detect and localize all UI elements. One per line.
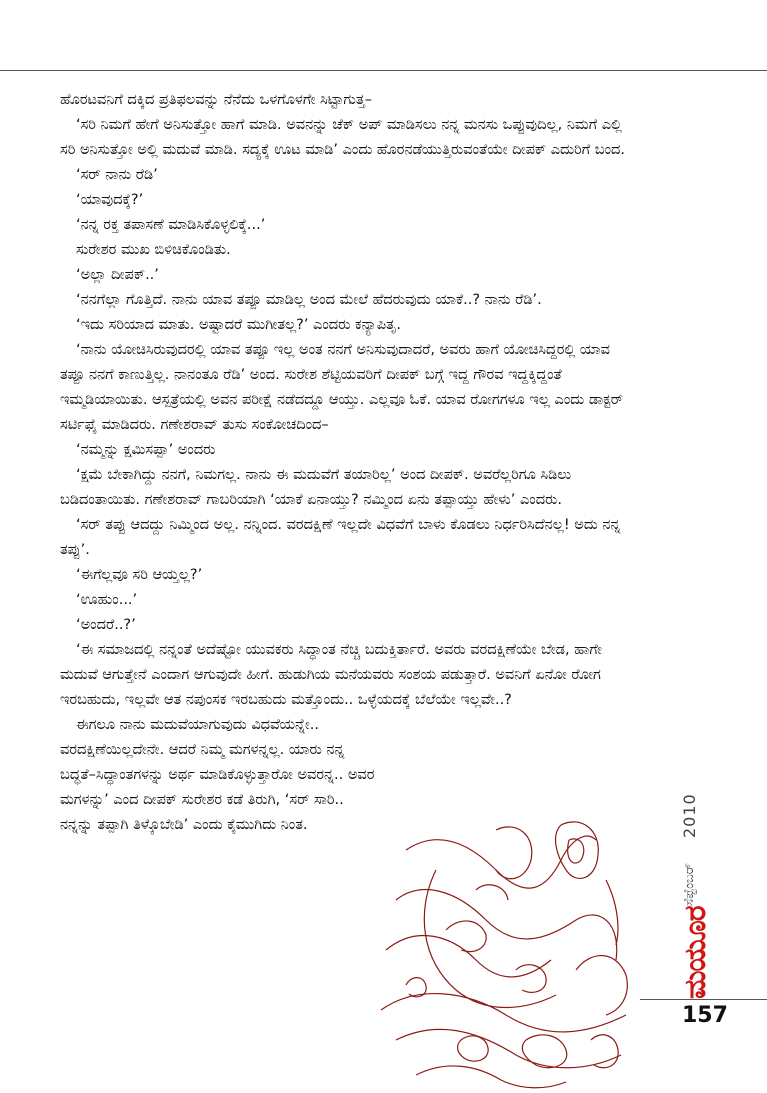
paragraph-3: ‘ಸರ್ ನಾನು ರೆಡಿ’ xyxy=(76,167,158,183)
paragraph-12: ‘ಕ್ಷಮೆ ಬೇಕಾಗಿದ್ದು ನನಗೆ, ನಿಮಗಲ್ಲ. ನಾನು ಈ ಮದುವೆಗೆ ತಯಾರಿಲ್ಲ’ ಅಂದ ದೀಪಕ್. ಅವರೆಲ್ಲರಿಗೂ ಸಿಡಿಲು ಬಡಿದಂತಾಯಿತು. ಗಣೇಶರಾವ್ ಗಾಬರಿಯಾಗಿ ‘ಯಾಕೆ ಏನಾಯ್ತು? ನಮ್ಮಿಂದ ಏನು ತಪ್ಪಾಯ್ತು ಹೇಳು’ ಎಂದರು. xyxy=(60,467,572,508)
paragraph-wrap: ಈಗಲೂ ನಾನು ಮದುವೆಯಾಗುವುದು ವಿಧವೆಯನ್ನೇ.. ವರದಕ್ಷಿಣೆಯಿಲ್ಲದೇನೇ. ಆದರೆ ನಿಮ್ಮ ಮಗಳನ್ನಲ್ಲ. ಯಾರು ನನ್ನ ಬದ್ಧತೆ–ಸಿದ್ಧಾಂತಗಳನ್ನು ಅರ್ಥ ಮಾಡಿಕೊಳ್ಳುತ್ತಾರೋ ಅವರನ್ನ.. ಅವರ ಮಗಳನ್ನು’ ಎಂದ ದೀಪಕ್ ಸುರೇಶರ ಕಡೆ ತಿರುಗಿ, ‘ಸರ್ ಸಾರಿ.. ನನ್ನನ್ನು ತಪ್ಪಾಗಿ ತಿಳ್ಕೊಬೇಡಿ’ ಎಂದು ಕೈಮುಗಿದು ನಿಂತ. xyxy=(60,717,375,833)
page-number-rule xyxy=(640,999,767,1000)
abstract-line-illustration xyxy=(376,810,634,1093)
paragraph-10: ‘ನಾನು ಯೋಚಿಸಿರುವುದರಲ್ಲಿ ಯಾವ ತಪ್ಪೂ ಇಲ್ಲ ಅಂತ ನನಗೆ ಅನಿಸುವುದಾದರೆ, ಅವರು ಹಾಗೆ ಯೋಚಿಸಿದ್ದರಲ್ಲಿ ಯಾವ ತಪ್ಪೂ ನನಗೆ ಕಾಣುತ್ತಿಲ್ಲ. ನಾನಂತೂ ರೆಡಿ’ ಅಂದ. ಸುರೇಶ ಶೆಟ್ಟಿಯವರಿಗೆ ದೀಪಕ್ ಬಗ್ಗೆ ಇದ್ದ ಗೌರವ ಇದ್ದಕ್ಕಿದ್ದಂತೆ ಇಮ್ಮಡಿಯಾಯಿತು. ಆಸ್ಪತ್ರೆಯಲ್ಲಿ ಅವನ ಪರೀಕ್ಷೆ ನಡೆದದ್ದೂ ಆಯ್ತು. ಎಲ್ಲವೂ ಓಕೆ. ಯಾವ ರೋಗಗಳೂ ಇಲ್ಲ ಎಂದು ಡಾಕ್ಟರ್ ಸರ್ಟಿಫೈ ಮಾಡಿದರು. ಗಣೇಶರಾವ್ ತುಸು ಸಂಕೋಚದಿಂದ– xyxy=(60,342,624,433)
paragraph-4: ‘ಯಾವುದಕ್ಕೆ?’ xyxy=(76,192,144,208)
issue-year: 2010 xyxy=(680,793,699,838)
paragraph-5: ‘ನನ್ನ ರಕ್ತ ತಪಾಸಣೆ ಮಾಡಿಸಿಕೊಳ್ಳಲಿಕ್ಕೆ...’ xyxy=(76,217,266,233)
paragraph-13: ‘ಸರ್ ತಪ್ಪು ಆದದ್ದು ನಿಮ್ಮಿಂದ ಅಲ್ಲ. ನನ್ನಿಂದ. ವರದಕ್ಷಿಣೆ ಇಲ್ಲದೇ ವಿಧವೆಗೆ ಬಾಳು ಕೊಡಲು ನಿರ್ಧರಿಸಿದೆನಲ್ಲ! ಅದು ನನ್ನ ತಪ್ಪು’. xyxy=(60,517,621,558)
paragraph-17: ‘ಈ ಸಮಾಜದಲ್ಲಿ ನನ್ನಂತೆ ಅದೆಷ್ಟೋ ಯುವಕರು ಸಿದ್ಧಾಂತ ನೆಚ್ಚಿ ಬದುಕ್ತಿರ್ತಾರೆ. ಅವರು ವರದಕ್ಷಿಣೆಯೇ ಬೇಡ, ಹಾಗೇ ಮದುವೆ ಆಗುತ್ತೇನೆ ಎಂದಾಗ ಆಗುವುದೇ ಹೀಗೆ. ಹುಡುಗಿಯ ಮನೆಯವರು ಸಂಶಯ ಪಡುತ್ತಾರೆ. ಅವನಿಗೆ ಏನೋ ರೋಗ ಇರಬಹುದು, ಇಲ್ಲವೇ ಆತ ನಪುಂಸಕ ಇರಬಹುದು ಮತ್ತೊಂದು.. ಒಳ್ಳೆಯದಕ್ಕೆ ಬೆಲೆಯೇ ಇಲ್ಲವೇ..? xyxy=(60,642,602,708)
paragraph-16: ‘ಅಂದರೆ..?’ xyxy=(76,617,136,633)
magazine-logo xyxy=(678,905,718,1001)
article-body xyxy=(60,88,630,838)
top-rule xyxy=(0,70,767,71)
issue-month: ಸೆಪ್ಟೆಂಬರ್ xyxy=(682,863,697,906)
paragraph-1: ಹೊರಟವನಿಗೆ ದಕ್ಕಿದ ಪ್ರತಿಫಲವನ್ನು ನೆನೆದು ಒಳಗೊಳಗೇ ಸಿಟ್ಟಾಗುತ್ತ– xyxy=(60,92,373,108)
page-number: 157 xyxy=(682,1003,728,1028)
paragraph-6: ಸುರೇಶರ ಮುಖ ಬಿಳಿಚಿಕೊಂಡಿತು. xyxy=(76,242,231,258)
paragraph-14: ‘ಈಗೆಲ್ಲವೂ ಸರಿ ಆಯ್ತಲ್ಲ?’ xyxy=(76,567,203,583)
paragraph-15: ‘ಊಹುಂ...’ xyxy=(76,592,138,608)
paragraph-9: ‘ಇದು ಸರಿಯಾದ ಮಾತು. ಅಷ್ಟಾದರೆ ಮುಗೀತಲ್ಲ?’ ಎಂದರು ಕನ್ಯಾಪಿತೃ. xyxy=(76,317,401,333)
magazine-logo-text: ಮಯೂರ xyxy=(678,906,713,999)
paragraph-11: ‘ನಮ್ಮನ್ನು ಕ್ಷಮಿಸಪ್ಪಾ’ ಅಂದರು xyxy=(76,442,216,458)
paragraph-8: ‘ನನಗೆಲ್ಲಾ ಗೊತ್ತಿದೆ. ನಾನು ಯಾವ ತಪ್ಪೂ ಮಾಡಿಲ್ಲ ಅಂದ ಮೇಲೆ ಹೆದರುವುದು ಯಾಕೆ..? ನಾನು ರೆಡಿ’. xyxy=(76,292,542,308)
paragraph-2: ‘ಸರಿ ನಿಮಗೆ ಹೇಗೆ ಅನಿಸುತ್ತೋ ಹಾಗೆ ಮಾಡಿ. ಅವನನ್ನು ಚೆಕ್ ಅಪ್ ಮಾಡಿಸಲು ನನ್ನ ಮನಸು ಒಪ್ಪುವುದಿಲ್ಲ, ನಿಮಗೆ ಎಲ್ಲಿ ಸರಿ ಅನಿಸುತ್ತೋ ಅಲ್ಲಿ ಮದುವೆ ಮಾಡಿ. ಸದ್ಯಕ್ಕೆ ಊಟ ಮಾಡಿ’ ಎಂದು ಹೊರನಡೆಯುತ್ತಿರುವಂತೆಯೇ ದೀಪಕ್ ಎದುರಿಗೆ ಬಂದ. xyxy=(60,117,625,158)
paragraph-7: ‘ಅಲ್ಲಾ ದೀಪಕ್..’ xyxy=(76,267,159,283)
